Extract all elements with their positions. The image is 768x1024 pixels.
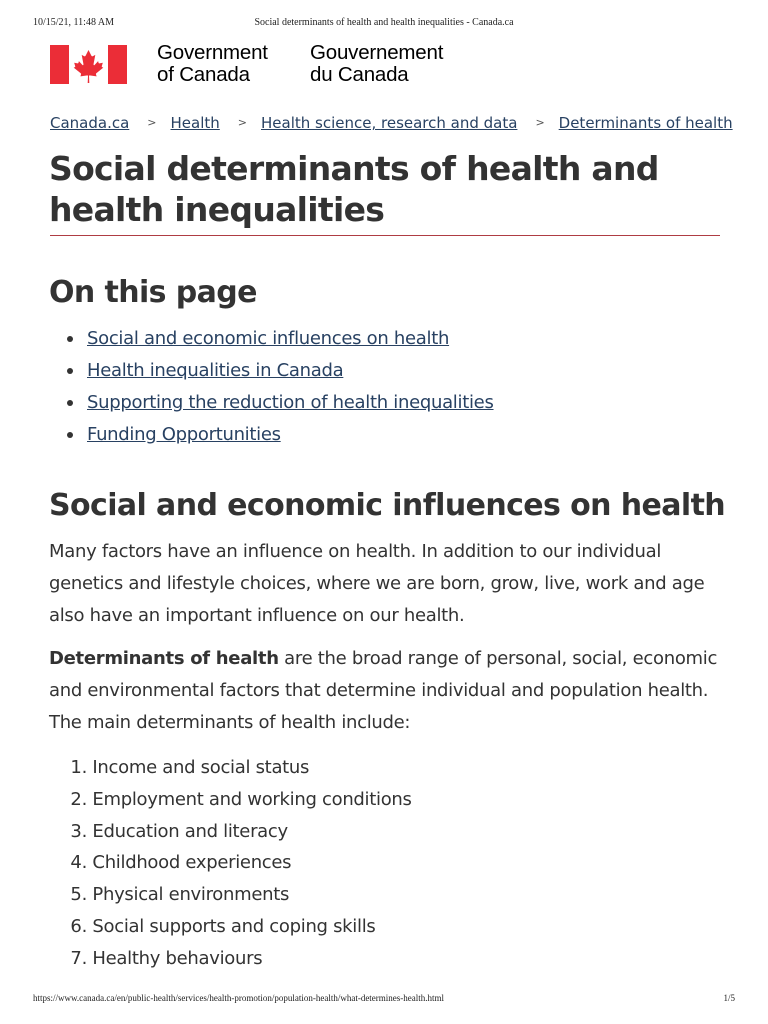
list-text: Healthy behaviours: [92, 947, 263, 969]
toc-link-social-economic[interactable]: Social and economic influences on health: [87, 328, 450, 349]
page-title: Social determinants of health and health inequalities: [49, 149, 659, 229]
list-number: 2.: [70, 788, 87, 810]
toc-link-supporting-reduction[interactable]: Supporting the reduction of health inequalities: [87, 392, 494, 413]
breadcrumb-separator: >: [237, 116, 247, 129]
toc-item: [50, 323, 494, 355]
section-heading: Social and economic influences on health: [49, 488, 726, 523]
list-number: 5.: [70, 884, 87, 906]
list-number: 1.: [70, 757, 87, 778]
list-text: Employment and working conditions: [92, 788, 412, 810]
list-number: 6.: [70, 915, 87, 937]
list-item: [50, 752, 412, 784]
list-item: [50, 816, 412, 848]
breadcrumb-link-health-science[interactable]: Health science, research and data: [261, 114, 518, 132]
toc-item: [50, 419, 494, 451]
breadcrumb-link-canada-ca[interactable]: Canada.ca: [50, 114, 130, 132]
breadcrumb-link-determinants[interactable]: Determinants of health: [558, 114, 733, 132]
toc-link-health-inequalities[interactable]: Health inequalities in Canada: [87, 360, 344, 381]
list-text: Childhood experiences: [92, 852, 292, 874]
toc-item: [50, 355, 494, 387]
list-number: 3.: [70, 820, 87, 842]
list-item: [50, 784, 412, 816]
list-number: 4.: [70, 852, 87, 874]
breadcrumb-separator: >: [535, 116, 545, 129]
title-divider: [50, 235, 720, 236]
breadcrumb-link-health[interactable]: Health: [170, 114, 220, 132]
intro-paragraph: Many factors have an influence on health. In addition to our individual genetics and lifestyle choices, where we are born, grow, live, work and age also have an important influence on our health.: [49, 541, 705, 626]
determinants-definition: are the broad range of personal, social, economic and environmental factors that determine individual and population health. The main determinants of health include:: [49, 648, 718, 733]
list-text: Income and social status: [92, 757, 310, 778]
list-text: Social supports and coping skills: [92, 915, 376, 937]
print-page-number: 1/5: [723, 993, 735, 1003]
breadcrumb-separator: >: [147, 116, 157, 129]
list-item: [50, 911, 412, 943]
list-item: [50, 847, 412, 879]
print-datetime: 10/15/21, 11:48 AM: [33, 17, 115, 28]
determinants-paragraph: [49, 643, 729, 739]
wordmark-fr-line2: du Canada: [310, 63, 409, 86]
toc-heading: On this page: [49, 275, 257, 310]
list-item: [50, 879, 412, 911]
list-item: [50, 943, 412, 975]
list-text: Physical environments: [92, 884, 290, 906]
list-number: 7.: [70, 947, 87, 969]
breadcrumb: [50, 114, 733, 132]
determinants-list: [50, 752, 412, 975]
toc-link-funding[interactable]: Funding Opportunities: [87, 424, 281, 445]
wordmark-english: [157, 42, 268, 86]
determinants-term: Determinants of health: [49, 648, 279, 669]
wordmark-fr-line1: Gouvernement: [310, 41, 444, 64]
wordmark-french: [310, 42, 443, 86]
wordmark-en-line2: of Canada: [157, 63, 250, 86]
print-page-title: Social determinants of health and health inequalities - Canada.ca: [254, 17, 514, 28]
wordmark-en-line1: Government: [157, 41, 268, 64]
canada-flag-icon[interactable]: [50, 45, 127, 84]
list-text: Education and literacy: [92, 820, 288, 842]
toc-item: [50, 387, 494, 419]
print-url: https://www.canada.ca/en/public-health/services/health-promotion/population-health/what-determines-health.html: [33, 993, 445, 1003]
toc-list: [50, 323, 494, 451]
